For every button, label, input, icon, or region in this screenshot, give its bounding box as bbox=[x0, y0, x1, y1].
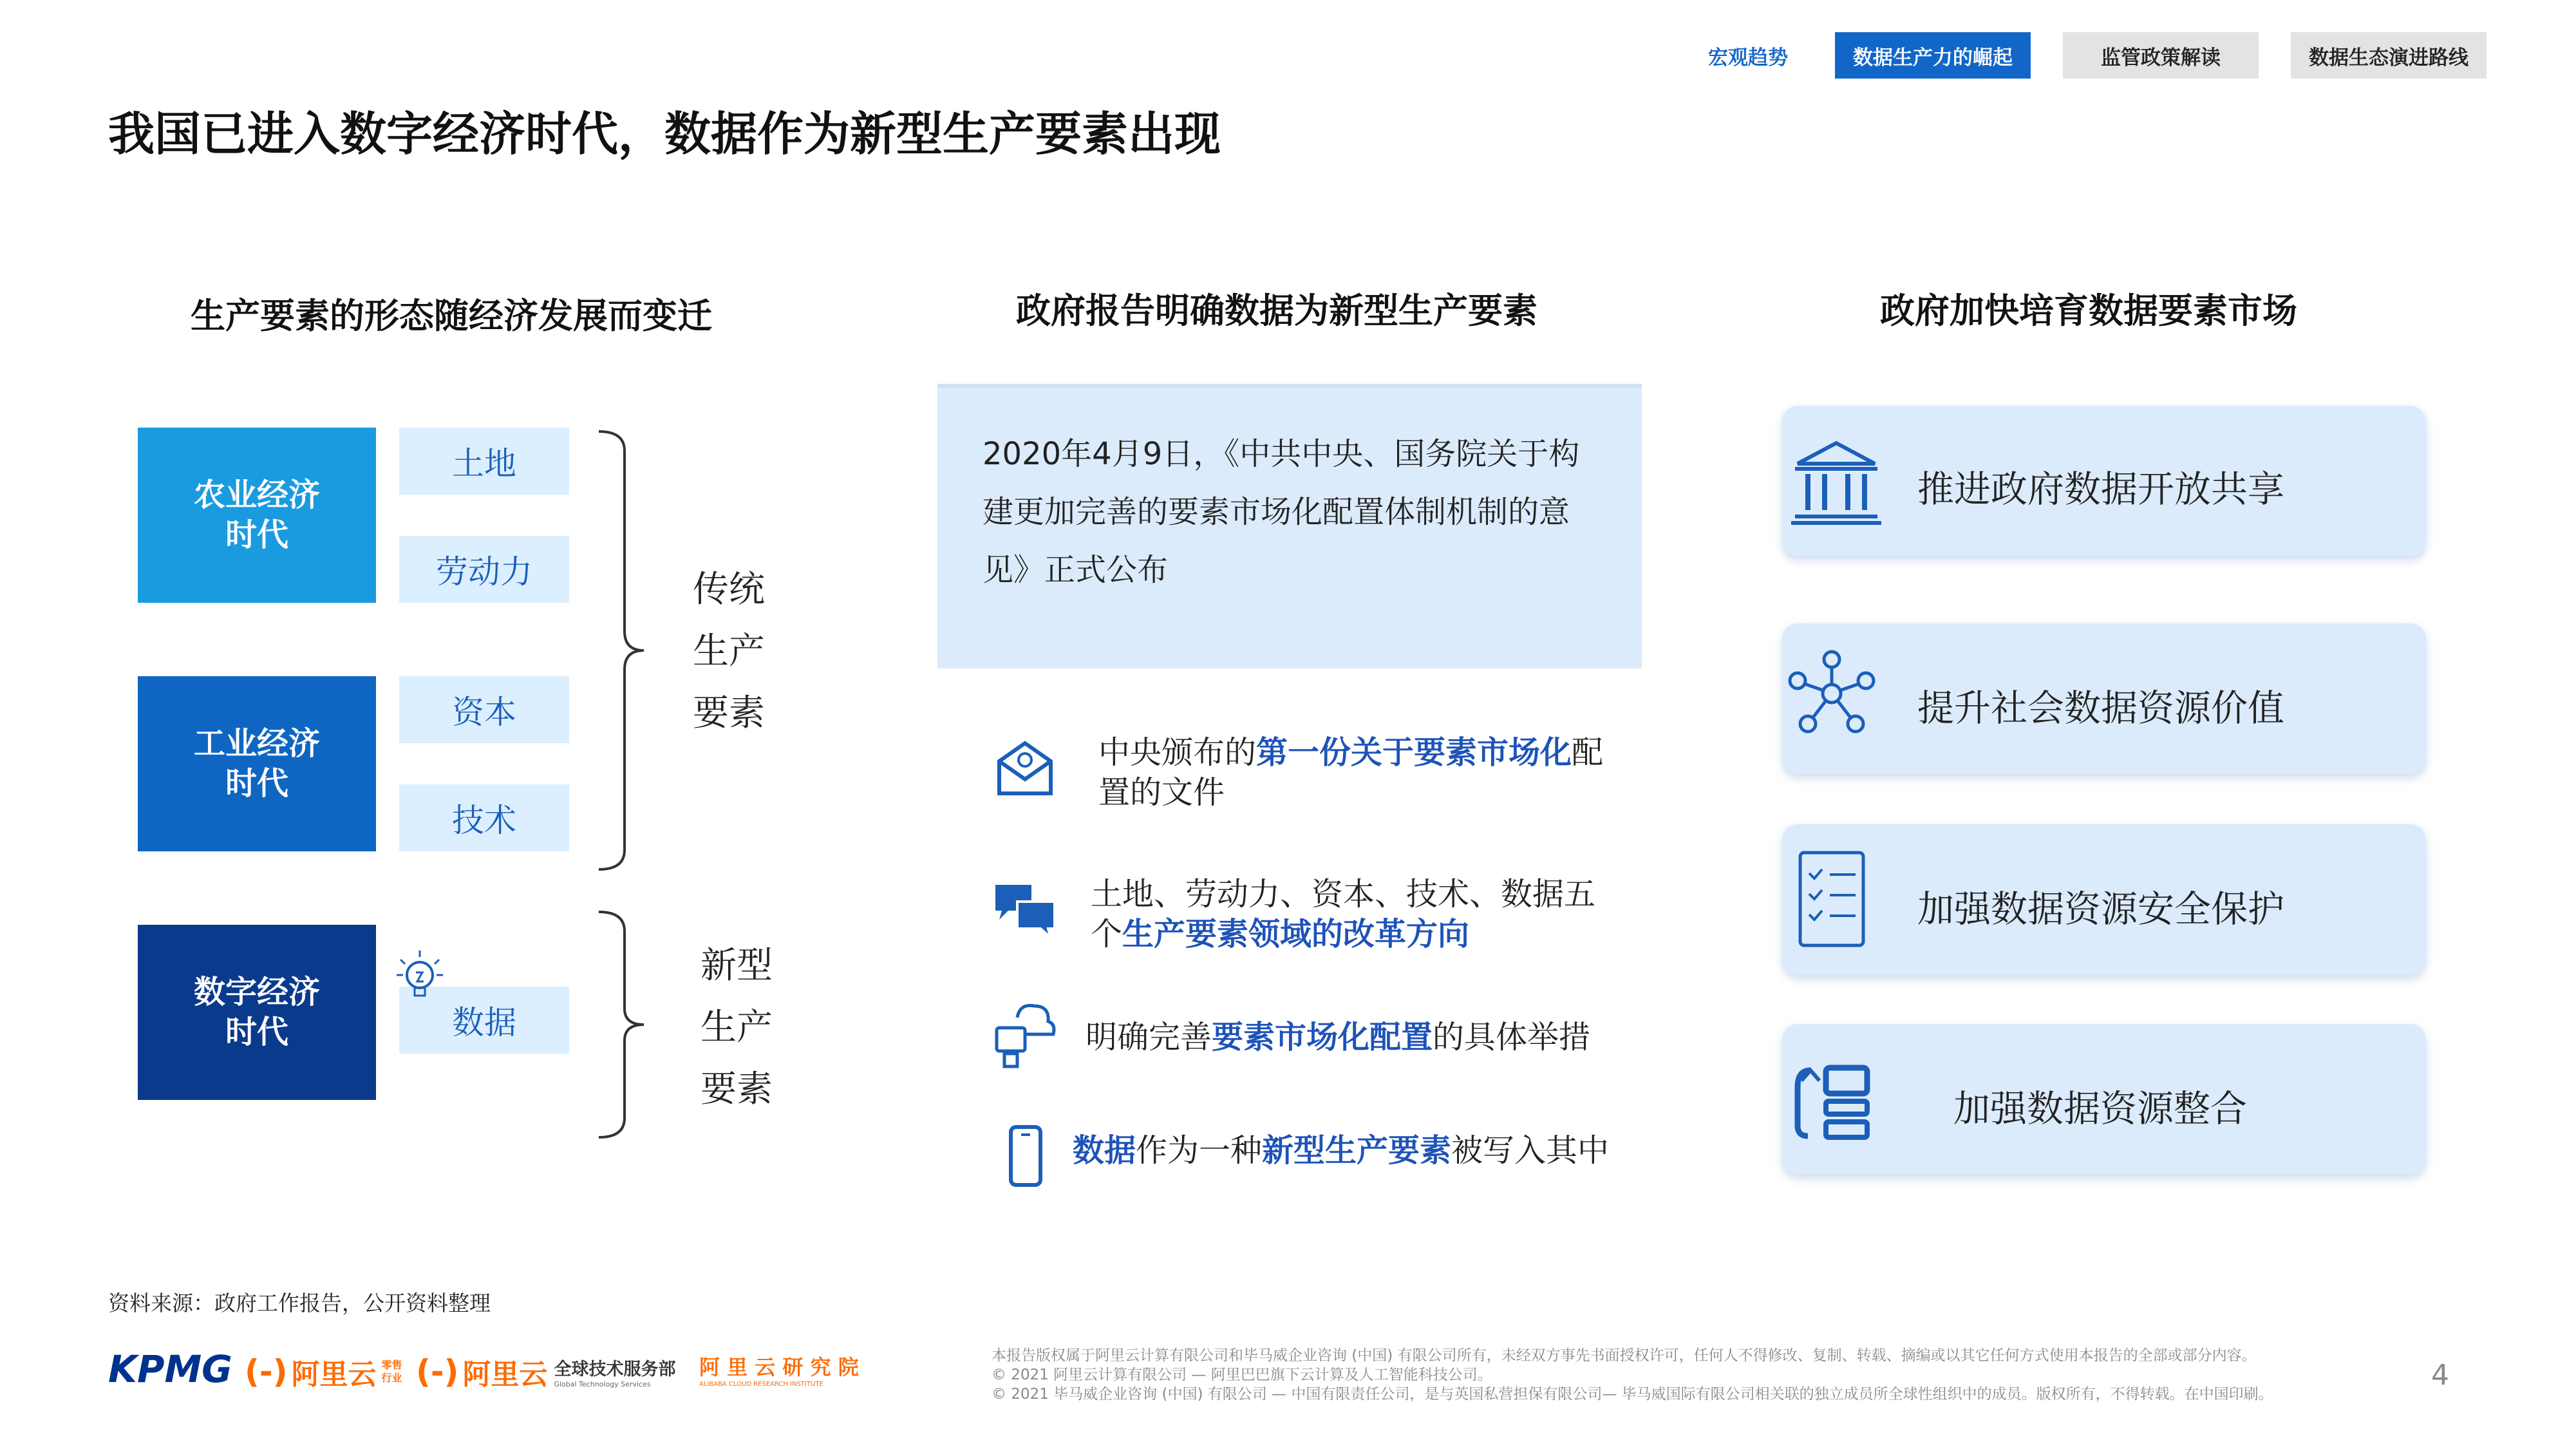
era-industrial bbox=[138, 676, 376, 851]
traditional-factors-label bbox=[693, 559, 765, 744]
policy-point-first-document: 中央颁布的第一份关于要素市场化配 置的文件 bbox=[1098, 734, 1604, 811]
aliyun-retail-logo: (-) 阿里云 零售 行业 bbox=[245, 1353, 402, 1391]
policy-line: 建更加完善的要素市场化配置体制机制的意 bbox=[982, 494, 1570, 530]
era-label-line2: 时代 bbox=[225, 1014, 288, 1050]
vertical-char: 生产 bbox=[693, 630, 765, 672]
policy-point-reform-direction: 土地、劳动力、资本、技术、数据五 个生产要素领域的改革方向 bbox=[1091, 876, 1596, 952]
integration-icon bbox=[1789, 1061, 1879, 1145]
lightbulb-icon bbox=[394, 947, 446, 1005]
network-nodes-icon bbox=[1783, 645, 1880, 742]
factor-labor: 劳动力 bbox=[399, 536, 569, 603]
era-label-line1: 农业经济 bbox=[193, 477, 320, 513]
mail-icon bbox=[992, 734, 1058, 801]
tab-macro-trends[interactable]: 宏观趋势 bbox=[1708, 46, 1788, 70]
source-note: 资料来源：政府工作报告，公开资料整理 bbox=[108, 1291, 491, 1316]
middle-column-heading: 政府报告明确数据为新型生产要素 bbox=[1016, 290, 1537, 331]
new-factors-label bbox=[700, 935, 773, 1121]
government-building-icon bbox=[1789, 438, 1884, 528]
traditional-brace bbox=[592, 425, 650, 876]
vertical-char: 要素 bbox=[693, 692, 765, 734]
vertical-char: 新型 bbox=[700, 945, 773, 987]
tab-regulation[interactable]: 监管政策解读 bbox=[2063, 32, 2259, 79]
new-brace bbox=[592, 905, 650, 1144]
card-label: 推进政府数据开放共享 bbox=[1917, 468, 2284, 511]
cloud-devices-icon bbox=[992, 998, 1058, 1070]
era-agricultural bbox=[138, 428, 376, 603]
card-label: 加强数据资源整合 bbox=[1953, 1088, 2247, 1130]
vertical-char: 生产 bbox=[700, 1007, 773, 1048]
policy-line: 见》正式公布 bbox=[982, 552, 1169, 588]
left-column-heading: 生产要素的形态随经济发展而变迁 bbox=[191, 296, 712, 336]
era-label-line2: 时代 bbox=[225, 516, 288, 553]
page-title: 我国已进入数字经济时代，数据作为新型生产要素出现 bbox=[108, 107, 1221, 161]
right-column-heading: 政府加快培育数据要素市场 bbox=[1880, 290, 2297, 331]
tab-ecosystem-roadmap[interactable]: 数据生态演进路线 bbox=[2291, 32, 2487, 79]
policy-announcement-box bbox=[937, 384, 1642, 668]
vertical-char: 要素 bbox=[700, 1068, 773, 1110]
mobile-phone-icon bbox=[1006, 1124, 1048, 1189]
vertical-char: 传统 bbox=[693, 569, 765, 611]
policy-point-data-factor: 数据作为一种新型生产要素被写入其中 bbox=[1073, 1132, 1610, 1169]
era-digital bbox=[138, 925, 376, 1100]
aliyun-gts-logo: (-) 阿里云 全球技术服务部 Global Technology Services bbox=[416, 1353, 676, 1391]
factor-technology: 技术 bbox=[399, 784, 569, 851]
page-number: 4 bbox=[2431, 1359, 2449, 1392]
card-label: 加强数据资源安全保护 bbox=[1917, 888, 2284, 931]
factor-capital: 资本 bbox=[399, 676, 569, 743]
policy-line: 2020年4月9日，《中共中央、国务院关于构 bbox=[982, 436, 1580, 472]
checklist-icon bbox=[1796, 849, 1867, 949]
chat-bubbles-icon bbox=[992, 878, 1058, 940]
factor-data: 数据 bbox=[399, 987, 569, 1054]
era-label-line2: 时代 bbox=[225, 765, 288, 802]
era-label-line1: 工业经济 bbox=[193, 725, 320, 762]
kpmg-logo: KPMG bbox=[108, 1347, 232, 1391]
aliyun-research-logo: 阿 里 云 研 究 院 ALIBABA CLOUD RESEARCH INSTITUTE bbox=[699, 1355, 859, 1388]
factor-land: 土地 bbox=[399, 428, 569, 495]
aliyun-bracket-icon: (-) bbox=[245, 1353, 288, 1390]
aliyun-bracket-icon: (-) bbox=[416, 1353, 459, 1390]
tab-data-productivity[interactable]: 数据生产力的崛起 bbox=[1835, 32, 2031, 79]
era-label-line1: 数字经济 bbox=[193, 974, 320, 1010]
card-label: 提升社会数据资源价值 bbox=[1917, 687, 2284, 730]
copyright-disclaimer: 本报告版权属于阿里云计算有限公司和毕马威企业咨询 (中国) 有限公司所有，未经双方事先书面授权许可，任何人不得修改、复制、转载、摘编或以其它任何方式使用本报告的全部或部分内容。 © 2021 阿里云计算有限公司 — 阿里巴巴旗下云计算及人工智能科技公司。 © 2021 毕马威企业咨询 (中国) 有限公司 — 中国有限责任公司，是与英国私营担保有限公司— 毕马威国际有限公司相关联的独立成员所全球性组织中的成员。版权所有，不得转载。在中国印刷。 bbox=[992, 1347, 2273, 1403]
policy-point-measures: 明确完善要素市场化配置的具体举措 bbox=[1086, 1019, 1591, 1056]
